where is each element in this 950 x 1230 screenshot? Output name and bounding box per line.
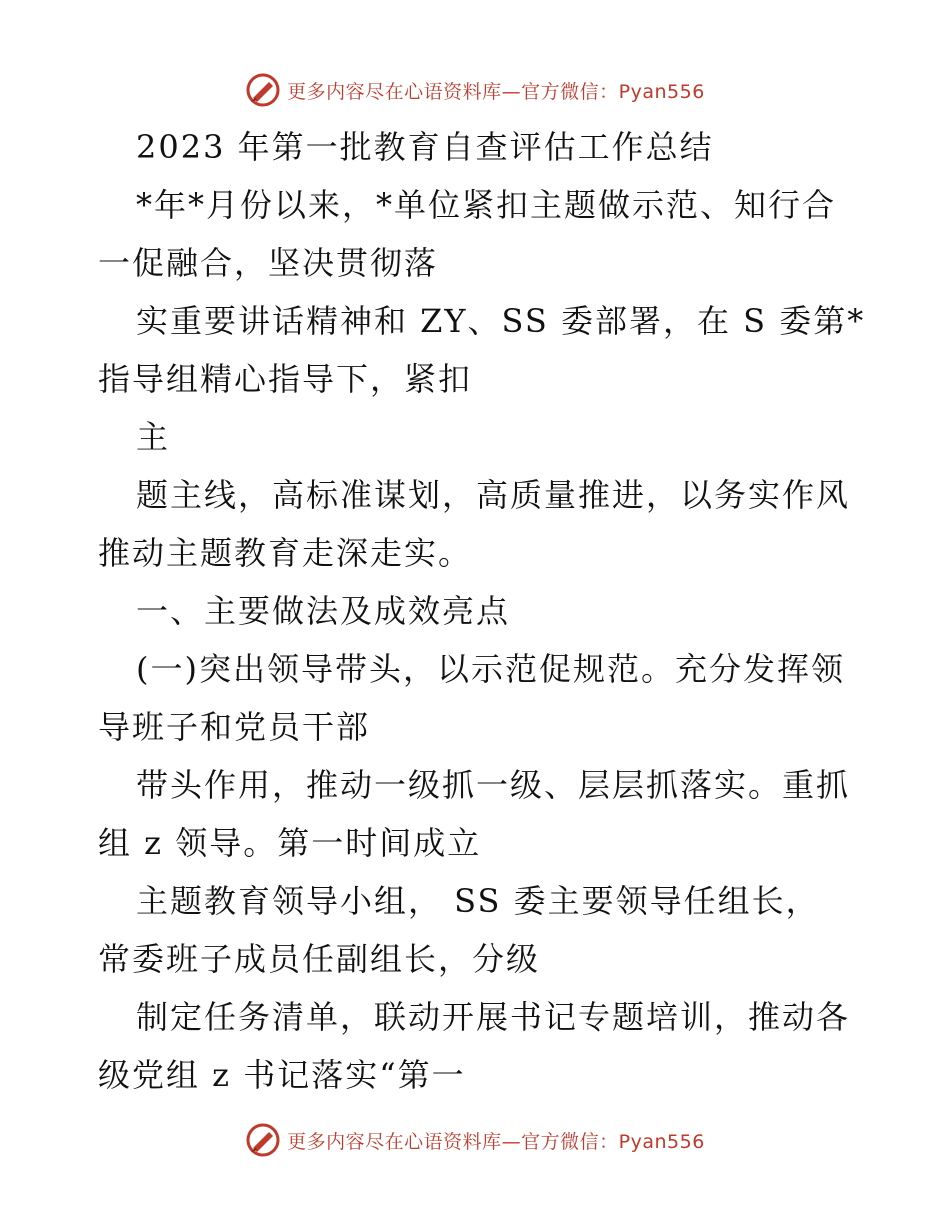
pen-logo-icon [245, 72, 281, 108]
text-line: 制定任务清单，联动开展书记专题培训，推动各 [136, 998, 851, 1036]
banner-text: 更多内容尽在心语资料库—官方微信：Pyan556 [287, 80, 705, 103]
text-line: 推动主题教育走深走实。 [98, 534, 473, 572]
text-line: 导班子和党员干部 [98, 708, 371, 746]
text-line: 主题教育领导小组， SS 委主要领导任组长， [136, 882, 820, 920]
document-body [98, 118, 866, 1104]
text-line: (一)突出领导带头，以示范促规范。充分发挥领 [136, 650, 845, 688]
text-line: 一、主要做法及成效亮点 [136, 592, 511, 630]
text-line: 主 [136, 418, 171, 456]
text-line: 带头作用，推动一级抓一级、层层抓落实。重抓 [136, 766, 851, 804]
text-line: 2023 年第一批教育自查评估工作总结 [136, 128, 714, 166]
text-line: 实重要讲话精神和 ZY、SS 委部署，在 S 委第* [136, 302, 866, 340]
footer-watermark-banner [0, 1120, 950, 1160]
header-watermark-banner [0, 70, 950, 110]
pen-logo-icon [245, 1122, 281, 1158]
text-line: 组 z 领导。第一时间成立 [98, 824, 482, 862]
banner-text: 更多内容尽在心语资料库—官方微信：Pyan556 [287, 1130, 705, 1153]
text-line: 一促融合，坚决贯彻落 [98, 244, 439, 282]
text-line: 级党组 z 书记落实“第一 [98, 1056, 466, 1094]
text-line: 指导组精心指导下，紧扣 [98, 360, 473, 398]
text-line: 常委班子成员任副组长，分级 [98, 940, 541, 978]
text-line: *年*月份以来，*单位紧扣主题做示范、知行合 [136, 186, 837, 224]
text-line: 题主线，高标准谋划，高质量推进，以务实作风 [136, 476, 851, 514]
